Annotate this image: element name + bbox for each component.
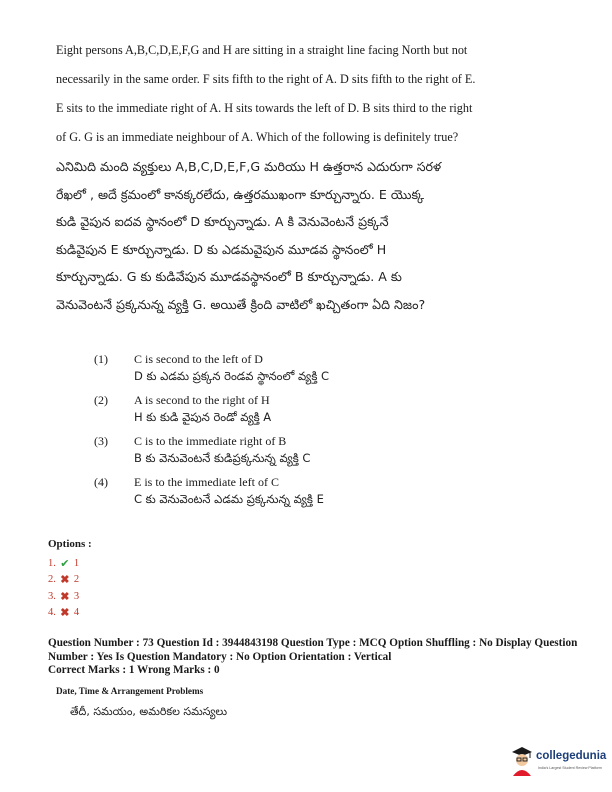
choice-2	[94, 393, 514, 434]
option-2	[48, 572, 79, 589]
choice-text-english: C is to the immediate right of B	[134, 434, 287, 448]
choice-text-telugu: D కు ఎడమ ప్రక్కన రెండవ స్థానంలో వ్యక్తి C	[134, 369, 330, 383]
question-line: Eight persons A,B,C,D,E,F,G and H are sitting in a straight line facing North but not	[56, 43, 468, 57]
question-line-telugu: వెనువెంటనే ప్రక్కనున్న వ్యక్తి G. అయితే క్రింది వాటిలో ఖచ్చితంగా ఏది నిజం?	[56, 296, 426, 312]
option-4	[48, 605, 79, 622]
options-title: Options :	[48, 538, 92, 550]
option-prefix: 2.	[48, 574, 56, 586]
question-line: of G. G is an immediate neighbour of A. Which of the following is definitely true?	[56, 130, 459, 144]
question-telugu	[56, 153, 558, 318]
section-title-telugu: తేదీ, సమయం, అమరికల సమస్యలు	[70, 705, 227, 718]
cross-icon: ✖	[60, 574, 70, 587]
choice-text-english: A is second to the right of H	[134, 393, 270, 407]
option-3	[48, 588, 79, 605]
question-english	[56, 36, 556, 152]
option-prefix: 1.	[48, 557, 56, 569]
choice-number: (4)	[94, 475, 108, 489]
brand-name: collegedunia	[536, 750, 607, 762]
cross-icon: ✖	[60, 607, 70, 620]
option-value: 1	[73, 557, 80, 569]
choice-text-english: E is to the immediate left of C	[134, 475, 279, 489]
choice-text-telugu: C కు వెనువెంటనే ఎడమ ప్రక్కనున్న వ్యక్తి E	[134, 492, 324, 506]
choice-4	[94, 475, 514, 516]
options-list	[48, 555, 79, 621]
question-metadata	[48, 637, 588, 678]
collegedunia-logo	[508, 742, 608, 782]
question-line-telugu: కూర్చున్నాడు. G కు కుడివేపున మూడవస్థానంలో B కూర్చున్నాడు. A కు	[56, 269, 402, 284]
choice-1	[94, 352, 514, 393]
option-value: 4	[73, 607, 80, 619]
choice-number: (2)	[94, 393, 108, 407]
check-icon: ✔	[60, 557, 70, 570]
question-line: E sits to the immediate right of A. H sits towards the left of D. B sits third to the right	[56, 101, 473, 115]
metadata-line: Number : Yes Is Question Mandatory : No Option Orientation : Vertical	[48, 650, 392, 663]
option-value: 3	[73, 590, 80, 602]
choice-text-telugu: H కు కుడి వైపున రెండో వ్యక్తి A	[134, 410, 272, 424]
option-prefix: 3.	[48, 590, 56, 602]
question-line-telugu: కుడి వైపున ఐదవ స్థానంలో D కూర్చున్నాడు. A కి వెనువెంటనే ప్రక్కనే	[56, 214, 389, 229]
question-line: necessarily in the same order. F sits fifth to the right of A. D sits fifth to the right of E.	[56, 72, 476, 86]
cross-icon: ✖	[60, 590, 70, 603]
choice-number: (1)	[94, 352, 108, 366]
choice-text-english: C is second to the left of D	[134, 352, 263, 366]
metadata-line: Correct Marks : 1 Wrong Marks : 0	[48, 664, 220, 677]
option-prefix: 4.	[48, 607, 56, 619]
question-line-telugu: రేఖలో , అదే క్రమంలో కానక్కరలేదు, ఉత్తరముఖంగా కూర్చున్నారు. E యొక్క	[56, 186, 425, 202]
choice-number: (3)	[94, 434, 108, 448]
question-line-telugu: కుడివైపున E కూర్చున్నాడు. D కు ఎడమవైపున మూడవ స్థానంలో H	[56, 241, 387, 257]
brand-tagline: India's Largest Student Review Platform	[538, 766, 602, 770]
section-title: Date, Time & Arrangement Problems	[56, 686, 204, 696]
question-line-telugu: ఎనిమిది మంది వ్యక్తులు A,B,C,D,E,F,G మరియు H ఉత్తరాన ఎదురుగా సరళ	[56, 159, 442, 174]
choice-text-telugu: B కు వెనువెంటనే కుడిప్రక్కనున్న వ్యక్తి C	[134, 451, 311, 465]
answer-choices	[94, 352, 514, 516]
choice-3	[94, 434, 514, 475]
option-1	[48, 555, 79, 572]
mascot-icon	[508, 742, 536, 778]
metadata-line: Question Number : 73 Question Id : 3944843198 Question Type : MCQ Option Shuffling : No Display Question	[48, 637, 578, 649]
option-value: 2	[73, 574, 80, 586]
